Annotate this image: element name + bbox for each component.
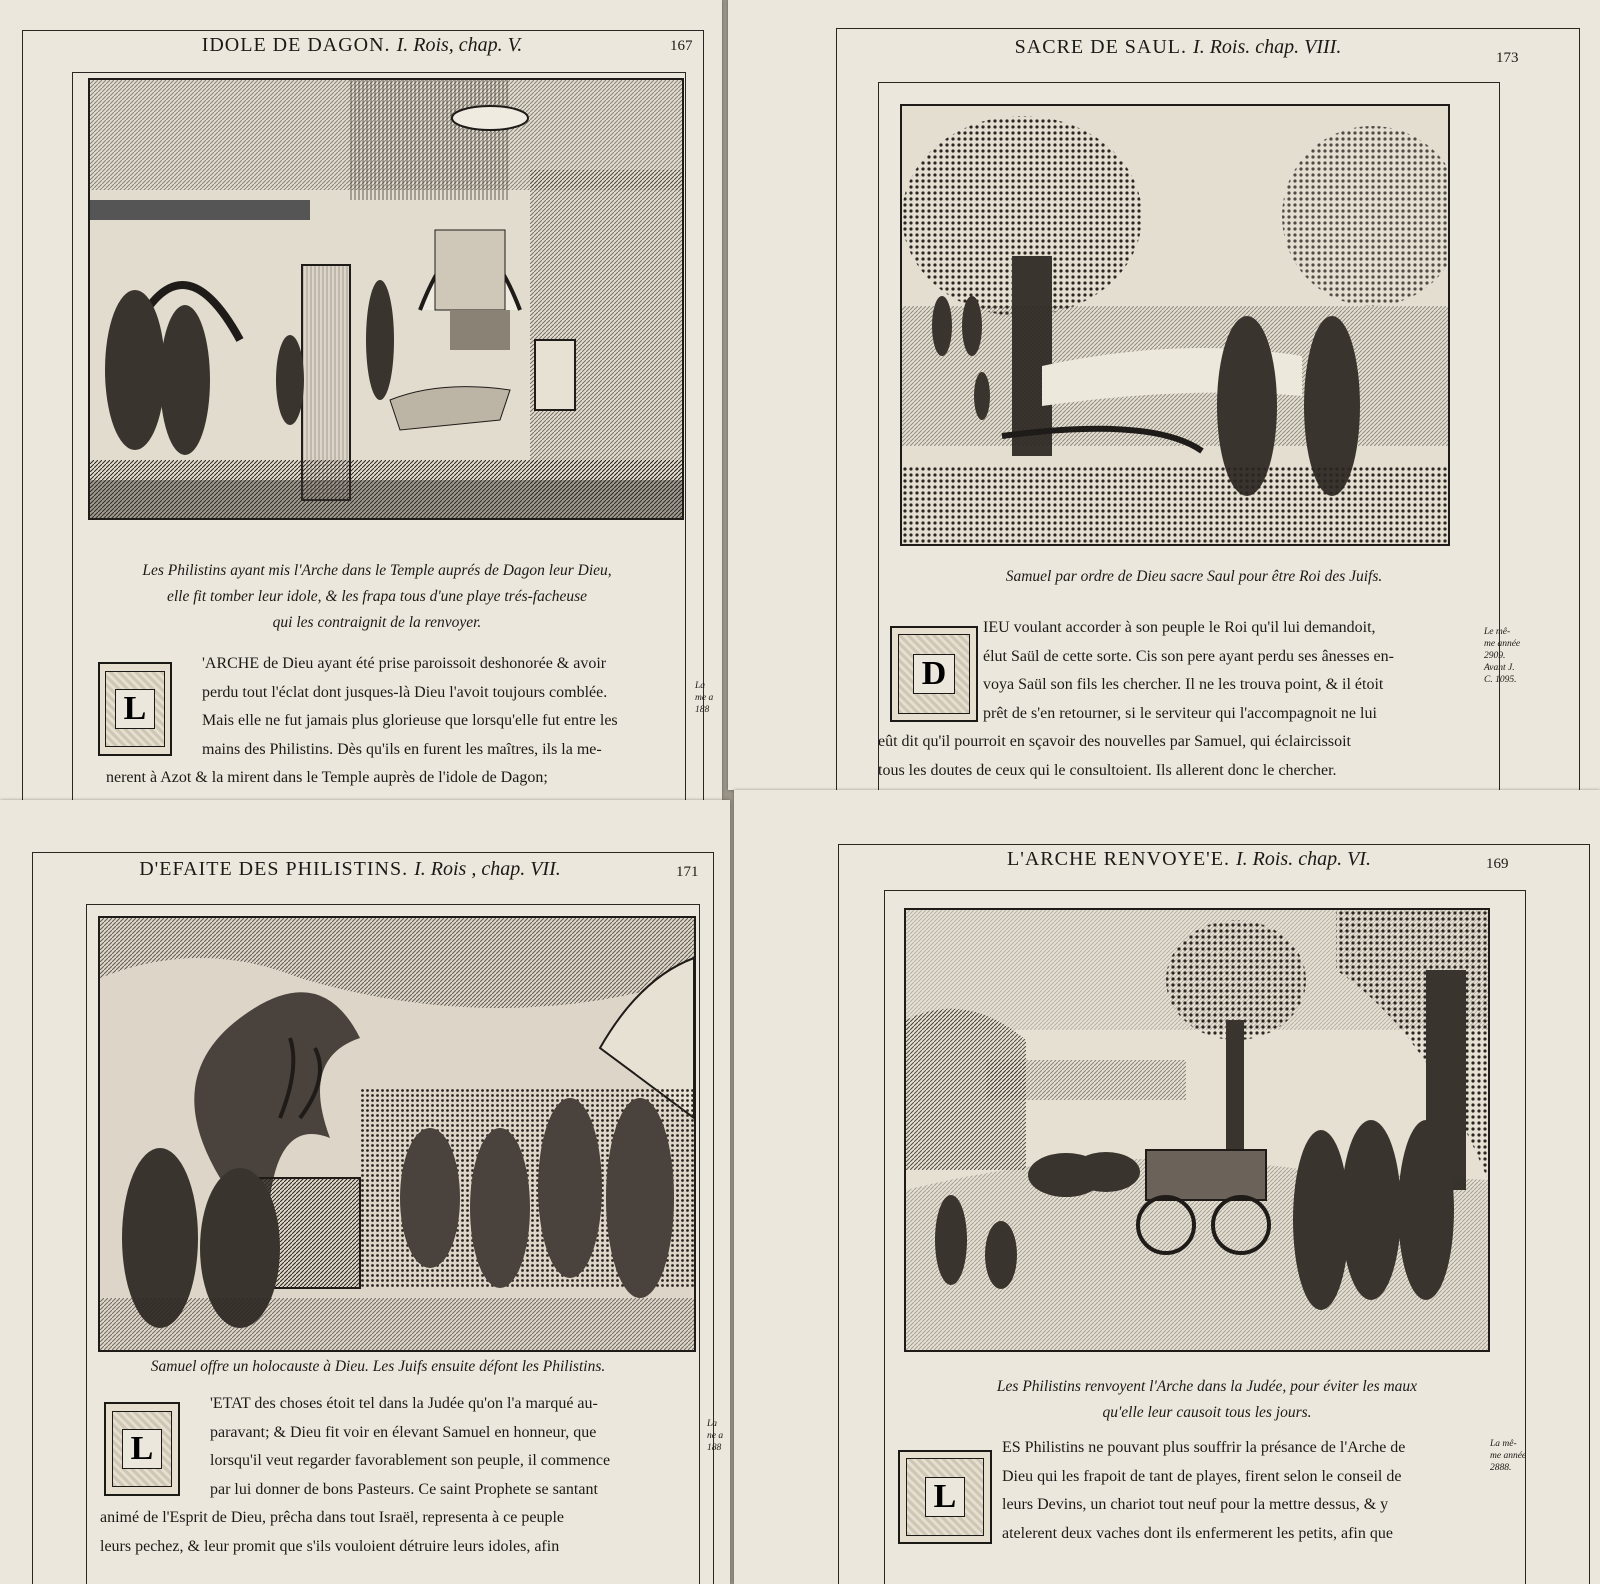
page-arche-renvoyee (734, 790, 1600, 1584)
engraving-dagon-temple (88, 78, 684, 520)
body-text (100, 1390, 700, 1561)
initial-letter: D (913, 654, 956, 694)
body-text (878, 614, 1468, 785)
page-defaite-des-philistins (0, 800, 730, 1584)
body-line: perdu tout l'éclat dont jusques-là Dieu l'avoit toujours comblée. (202, 683, 608, 701)
margin-note-line: me année (1484, 639, 1521, 649)
margin-note-line: La (707, 1419, 718, 1429)
page-header (836, 36, 1520, 59)
margin-note (1484, 626, 1520, 686)
body-line: 'ETAT des choses étoit tel dans la Judée qu'on l'a marqué au- (210, 1395, 598, 1412)
header-reference: I. Rois. chap. VI. (1236, 848, 1371, 870)
margin-note-line: 2888. (1490, 1463, 1512, 1473)
margin-note-line: me année (1490, 1451, 1527, 1461)
body-line: IEU voulant accorder à son peuple le Roi qu'il lui demandoit, (983, 619, 1376, 636)
engraving-caption (878, 564, 1510, 590)
caption-line: Les Philistins ayant mis l'Arche dans le Temple auprés de Dagon leur Dieu, (142, 562, 612, 579)
margin-note-line: Avant J. (1484, 663, 1515, 673)
initial-letter: L (115, 689, 156, 729)
margin-note-line: 2909. (1484, 651, 1506, 661)
body-line: mains des Philistins. Dès qu'ils en furent les maîtres, ils la me- (202, 740, 602, 758)
engraving-caption (884, 1374, 1530, 1426)
body-line: par lui donner de bons Pasteurs. Ce saint Prophete se santant (210, 1480, 598, 1498)
page-sacre-de-saul (728, 0, 1600, 790)
page-number: 171 (676, 864, 699, 880)
initial-letter: L (122, 1429, 163, 1469)
margin-note (695, 680, 713, 716)
caption-line: Les Philistins renvoyent l'Arche dans la Judée, pour éviter les maux (996, 1378, 1418, 1395)
engraving-anointing-saul (900, 104, 1450, 546)
caption-line: Samuel par ordre de Dieu sacre Saul pour être Roi des Juifs. (1005, 568, 1383, 585)
margin-note-line: La mê- (1490, 1439, 1517, 1449)
page-number: 169 (1486, 856, 1509, 872)
body-line: animé de l'Esprit de Dieu, prêcha dans tout Israël, representa à ce peuple (100, 1509, 565, 1526)
body-line: élut Saül de cette sorte. Cis son pere ayant perdu ses ânesses en- (983, 647, 1394, 665)
body-line: prêt de s'en retourner, si le serviteur qui l'accompagnoit ne lui (983, 704, 1377, 722)
margin-note-line: me a (695, 693, 714, 703)
caption-line: Samuel offre un holocauste à Dieu. Les Juifs ensuite défont les Philistins. (150, 1358, 606, 1375)
body-line: voya Saül son fils les chercher. Il ne les trouva point, & il étoit (983, 676, 1384, 693)
page-header (30, 858, 670, 881)
page-header (838, 848, 1540, 871)
margin-note-line: La (695, 681, 706, 691)
body-line: ES Philistins ne pouvant plus souffrir la présance de l'Arche de (1002, 1439, 1406, 1456)
margin-note (707, 1418, 723, 1454)
engraving-caption (72, 558, 682, 636)
header-title: D'EFAITE DES PHILISTINS. (139, 858, 409, 880)
page-number: 167 (670, 38, 693, 54)
initial-letter: L (925, 1477, 966, 1517)
engraving-caption (86, 1354, 670, 1380)
margin-note-line: ne a (707, 1431, 724, 1441)
body-line: leurs pechez, & leur promit que s'ils vouloient détruire leurs idoles, afin (100, 1537, 560, 1555)
page-idole-de-dagon (0, 0, 722, 800)
header-reference: I. Rois , chap. VII. (414, 858, 561, 880)
margin-note-line: C. 1095. (1484, 675, 1517, 685)
header-reference: I. Rois. chap. VIII. (1193, 36, 1342, 58)
page-number: 173 (1496, 50, 1519, 66)
body-line: nerent à Azot & la mirent dans le Temple auprès de l'idole de Dagon; (106, 769, 548, 786)
body-line: atelerent deux vaches dont ils enfermerent les petits, afin que (1002, 1524, 1393, 1542)
body-line: Dieu qui les frapoit de tant de playes, firent selon le conseil de (1002, 1467, 1402, 1485)
body-line: eût dit qu'il pourroit en sçavoir des nouvelles par Samuel, qui éclaircissoit (878, 733, 1351, 750)
margin-note-line: 188 (707, 1443, 722, 1453)
engraving-samuel-holocaust (98, 916, 696, 1352)
page-header (22, 34, 702, 57)
body-line: leurs Devins, un chariot tout neuf pour la mettre dessus, & y (1002, 1496, 1389, 1513)
margin-note-line: Le mê- (1484, 627, 1511, 637)
body-line: lorsqu'il veut regarder favorablement son peuple, il commence (210, 1452, 611, 1469)
body-line: 'ARCHE de Dieu ayant été prise paroissoit deshonorée & avoir (202, 655, 607, 672)
caption-line: elle fit tomber leur idole, & les frapa tous d'une playe trés-facheuse (166, 588, 587, 605)
header-title: IDOLE DE DAGON. (201, 34, 391, 56)
body-line: tous les doutes de ceux qui le consultoient. Ils allerent donc le chercher. (878, 761, 1337, 779)
caption-line: qui les contraignit de la renvoyer. (272, 614, 482, 631)
header-title: L'ARCHE RENVOYE'E. (1007, 848, 1230, 870)
header-reference: I. Rois, chap. V. (396, 34, 523, 56)
body-text (884, 1434, 1484, 1548)
margin-note-line: 188 (695, 705, 710, 715)
body-text (92, 650, 687, 793)
body-line: paravant; & Dieu fit voir en élevant Samuel en honneur, que (210, 1423, 597, 1441)
caption-line: qu'elle leur causoit tous les jours. (1102, 1404, 1312, 1421)
engraving-ark-on-cart (904, 908, 1490, 1352)
header-title: SACRE DE SAUL. (1014, 36, 1188, 58)
margin-note (1490, 1438, 1526, 1474)
body-line: Mais elle ne fut jamais plus glorieuse que lorsqu'elle fut entre les (202, 712, 618, 729)
